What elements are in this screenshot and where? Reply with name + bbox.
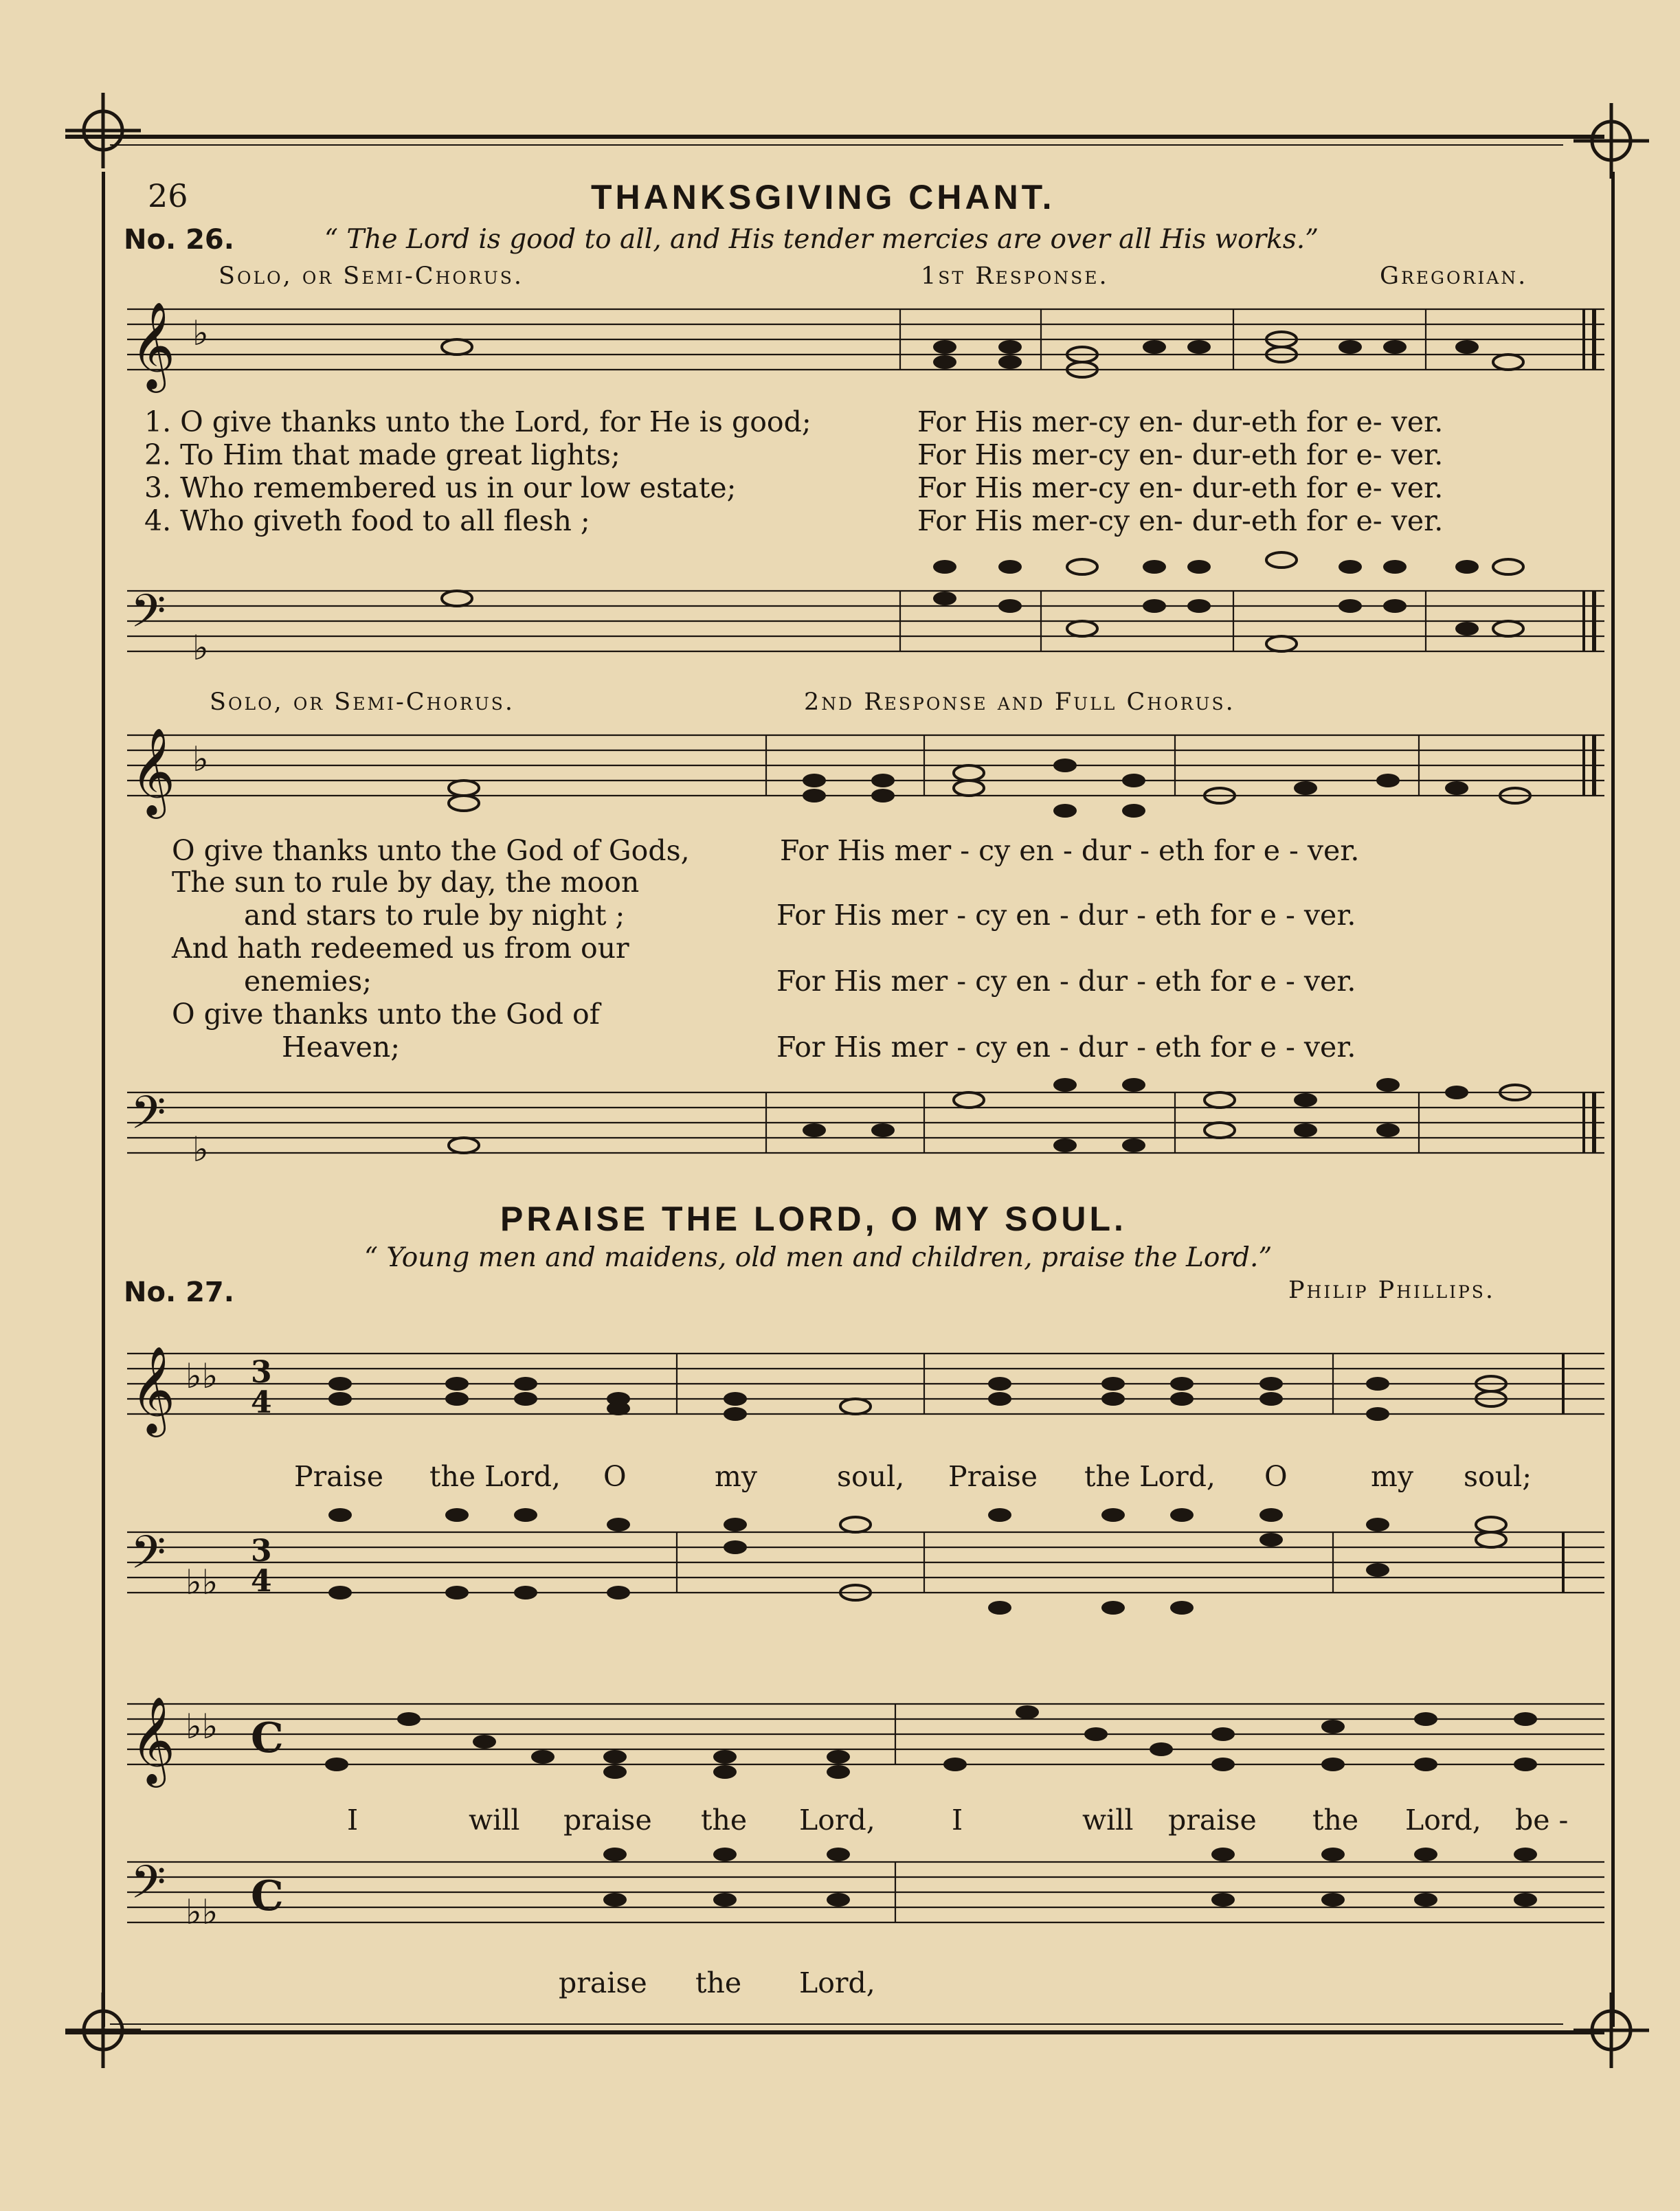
svg-text:♭♭: ♭♭: [186, 1356, 219, 1396]
chant-verse-2: 2. To Him that made great lights;: [144, 438, 620, 471]
corner-ornament-bottom-right: [1573, 1993, 1649, 2068]
hymn-number: No. 27.: [124, 1277, 234, 1308]
chant2-verse-4-response: For His mer - cy en - dur - eth for e - ver.: [776, 1031, 1356, 1064]
chant2-verse-2-response: For His mer - cy en - dur - eth for e - ver.: [776, 899, 1356, 932]
hymn-lyric-24: Lord,: [799, 1966, 875, 1999]
hymn-lyric-2: the Lord,: [429, 1460, 561, 1493]
chant2-verse-2-line1: The sun to rule by day, the moon: [172, 866, 640, 899]
svg-text:𝄞: 𝄞: [131, 1696, 176, 1784]
style-label: Gregorian.: [1380, 262, 1528, 290]
hymn-lyric-21: be -: [1515, 1804, 1569, 1837]
svg-text:𝄢: 𝄢: [131, 1526, 166, 1590]
svg-text:♭♭: ♭♭: [186, 1892, 219, 1932]
hymn-lyric-13: praise: [563, 1804, 652, 1837]
hymn-lyric-7: the Lord,: [1084, 1460, 1216, 1493]
svg-text:C: C: [251, 1872, 284, 1920]
svg-text:𝄞: 𝄞: [131, 1345, 176, 1433]
svg-text:♭♭: ♭♭: [186, 1707, 219, 1747]
hymn-lyric-17: will: [1082, 1804, 1134, 1837]
chant-epigraph: “ The Lord is good to all, and His tender mercies are over all His works.”: [324, 224, 1319, 255]
hymn-lyric-20: Lord,: [1405, 1804, 1481, 1837]
response2-label: 2nd Response and Full Chorus.: [804, 688, 1235, 716]
chant-verse-1: 1. O give thanks unto the Lord, for He is good;: [144, 405, 811, 438]
svg-text:𝄞: 𝄞: [131, 727, 176, 815]
corner-ornament-top-right: [1573, 103, 1649, 179]
chant2-verse-1: O give thanks unto the God of Gods,: [172, 834, 690, 867]
chant2-verse-4-line1: O give thanks unto the God of: [172, 998, 600, 1031]
chant-title: THANKSGIVING CHANT.: [591, 178, 1055, 216]
chant2-verse-3-line2: enemies;: [244, 965, 372, 998]
chant-verse-3: 3. Who remembered us in our low estate;: [144, 471, 737, 504]
top-border-thin: [110, 144, 1563, 146]
chant-treble-staff-1: [127, 302, 1604, 392]
chant2-verse-1-response: For His mer - cy en - dur - eth for e - ver.: [780, 834, 1360, 867]
chant-verse-4-response: For His mer-cy en- dur-eth for e- ver.: [917, 504, 1444, 537]
hymn-treble-staff-2: [127, 1676, 1604, 1784]
svg-text:4: 4: [251, 1564, 272, 1599]
svg-text:♭: ♭: [192, 1130, 209, 1169]
hymn-treble-staff-1: [127, 1333, 1604, 1433]
hymn-bass-staff-2: [127, 1841, 1604, 1944]
chant2-verse-3-line1: And hath redeemed us from our: [172, 932, 629, 965]
hymn-lyric-16: I: [952, 1804, 963, 1837]
svg-text:3: 3: [251, 1534, 272, 1569]
hymn-lyric-10: soul;: [1464, 1460, 1532, 1493]
svg-text:♭: ♭: [192, 313, 209, 353]
hymn-lyric-22: praise: [559, 1966, 647, 1999]
corner-ornament-bottom-left: [65, 1993, 141, 2068]
svg-text:𝄢: 𝄢: [131, 585, 166, 649]
chant-verse-1-response: For His mer-cy en- dur-eth for e- ver.: [917, 405, 1444, 438]
chant-bass-staff-2: [127, 1072, 1604, 1168]
svg-text:𝄞: 𝄞: [131, 301, 176, 389]
right-border: [1611, 172, 1615, 2027]
hymn-lyric-8: O: [1264, 1460, 1288, 1493]
chant-verse-2-response: For His mer-cy en- dur-eth for e- ver.: [917, 438, 1444, 471]
chant2-verse-2-line2: and stars to rule by night ;: [244, 899, 625, 932]
chant-treble-staff-2: [127, 728, 1604, 824]
chant-verse-3-response: For His mer-cy en- dur-eth for e- ver.: [917, 471, 1444, 504]
page-number: 26: [148, 177, 188, 214]
svg-text:3: 3: [251, 1355, 272, 1390]
hymn-bass-staff-1: [127, 1512, 1604, 1608]
hymn-lyric-6: Praise: [948, 1460, 1038, 1493]
hymn-lyric-12: will: [469, 1804, 520, 1837]
chant-verse-4: 4. Who giveth food to all flesh ;: [144, 504, 590, 537]
hymn-lyric-11: I: [347, 1804, 359, 1837]
hymn-lyric-3: O: [603, 1460, 627, 1493]
hymn-lyric-23: the: [695, 1966, 742, 1999]
hymn-lyric-19: the: [1312, 1804, 1359, 1837]
chant-number: No. 26.: [124, 224, 234, 256]
svg-text:4: 4: [251, 1385, 272, 1420]
hymn-lyric-4: my: [715, 1460, 758, 1493]
hymn-lyric-15: Lord,: [799, 1804, 875, 1837]
hymn-composer: Philip Phillips.: [1288, 1277, 1496, 1304]
corner-ornament-top-left: [65, 93, 141, 168]
top-border: [65, 135, 1604, 139]
svg-text:𝄢: 𝄢: [131, 1856, 166, 1920]
svg-text:♭: ♭: [192, 628, 209, 668]
hymn-epigraph: “ Young men and maidens, old men and children, praise the Lord.”: [364, 1242, 1273, 1273]
chant-bass-staff-1: [127, 563, 1604, 666]
section1-label: Solo, or Semi-Chorus.: [219, 262, 524, 290]
bottom-border-thin: [110, 2023, 1563, 2025]
hymn-lyric-1: Praise: [294, 1460, 384, 1493]
hymn-lyric-5: soul,: [837, 1460, 905, 1493]
svg-text:𝄢: 𝄢: [131, 1086, 166, 1150]
hymn-lyric-14: the: [701, 1804, 748, 1837]
hymn-title: PRAISE THE LORD, O MY SOUL.: [500, 1200, 1127, 1238]
hymn-lyric-9: my: [1371, 1460, 1414, 1493]
left-border: [102, 172, 105, 2027]
response1-label: 1st Response.: [921, 262, 1109, 290]
hymn-lyric-18: praise: [1168, 1804, 1257, 1837]
section2-label: Solo, or Semi-Chorus.: [210, 688, 515, 716]
svg-text:♭: ♭: [192, 739, 209, 779]
svg-text:♭♭: ♭♭: [186, 1562, 219, 1602]
chant2-verse-3-response: For His mer - cy en - dur - eth for e - ver.: [776, 965, 1356, 998]
svg-text:C: C: [251, 1714, 284, 1762]
bottom-border: [65, 2030, 1604, 2034]
chant2-verse-4-line2: Heaven;: [282, 1031, 401, 1064]
